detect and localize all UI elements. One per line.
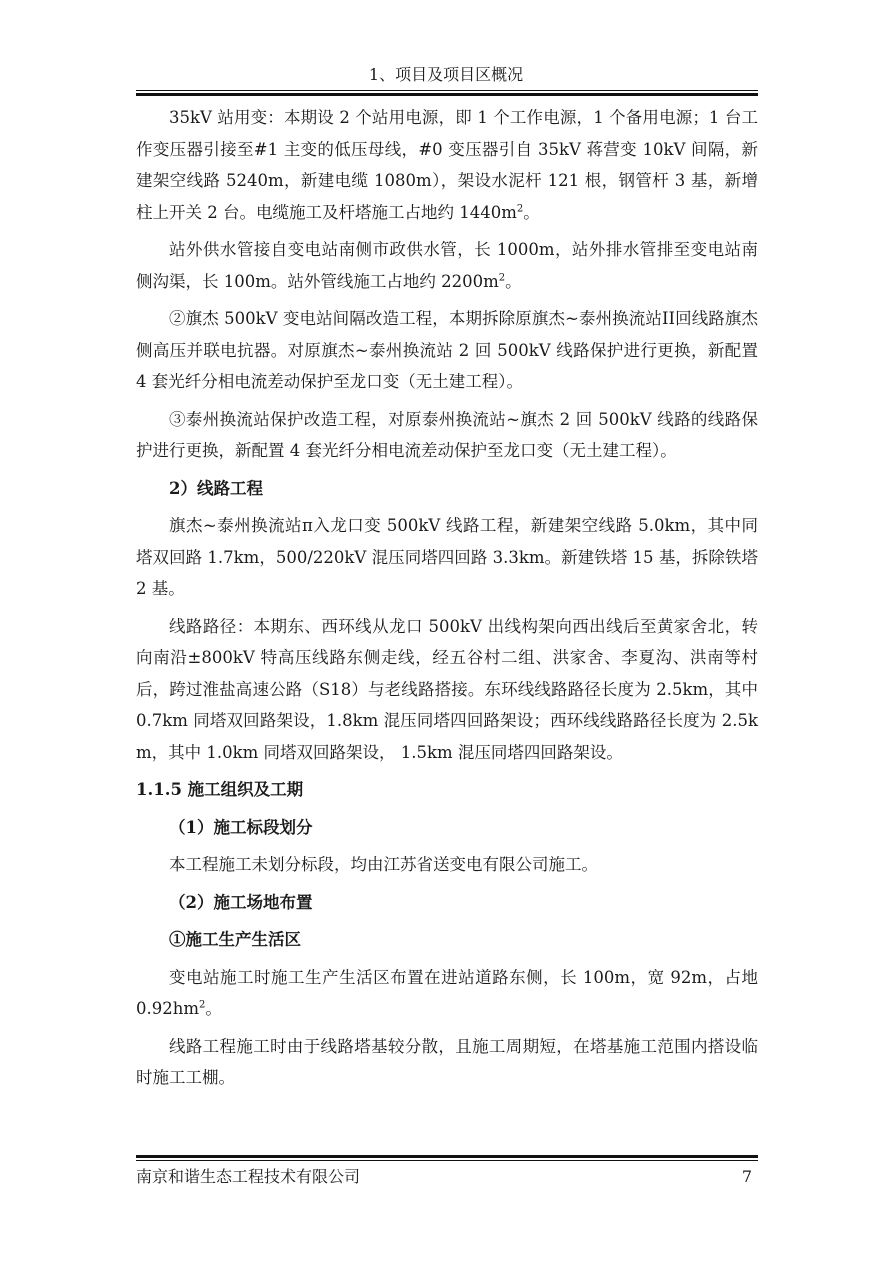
footer-rule-thin <box>136 1160 758 1161</box>
heading-section-division: （1）施工标段划分 <box>169 817 313 837</box>
header-rule-thin <box>136 90 758 91</box>
page-header-title: 1、项目及项目区概况 <box>368 65 524 84</box>
paragraph-water-supply: 站外供水管接自变电站南侧市政供水管，长 1000m，站外排水管排至变电站南侧沟渠，长 100m。站外管线施工占地约 $2200m^2$。 <box>136 240 758 291</box>
paragraph-station-transformer: 35kV 站用变：本期设 2 个站用电源，即 1 个工作电源，1 个备用电源；1 台工作变压器引接至#1 主变的低压母线，#0 变压器引自 35kV 蒋营变 10kV 间隔，新建架空线路 5240m，新建电缆 1080m），架设水泥杆 121 根，钢管杆 3 基，新增柱上开关 2 台。电缆施工及杆塔施工占地约 $1440m^2$。 <box>136 108 758 222</box>
heading-living-area: ①施工生产生活区 <box>169 930 301 949</box>
footer-page-number: 7 <box>741 1167 752 1186</box>
paragraph-section-division: 本工程施工未划分标段，均由江苏省送变电有限公司施工。 <box>169 855 598 874</box>
paragraph-qijie-substation: ②旗杰 500kV 变电站间隔改造工程，本期拆除原旗杰~泰州换流站II回线路旗杰侧高压并联电抗器。对原旗杰~泰州换流站 2 回 500kV 线路保护进行更换，新配置 4 套光纤分相电流差动保护至龙口变（无土建工程）。 <box>136 309 758 391</box>
paragraph-line-route: 线路路径：本期东、西环线从龙口 500kV 出线构架向西出线后至黄家舍北，转向南沿±800kV 特高压线路东侧走线，经五谷村二组、洪家舍、李夏沟、洪南等村后，跨过淮盐高速公路（S18）与老线路搭接。东环线线路路径长度为 2.5km，其中 0.7km 同塔双回路架设，1.8km 混压同塔四回路架设；西环线线路路径长度为 2.5km，其中 1.0km 同塔双回路架设， 1.5km 混压同塔四回路架设。 <box>136 616 758 762</box>
footer-company: 南京和谐生态工程技术有限公司 <box>136 1167 361 1186</box>
paragraph-taizhou-converter: ③泰州换流站保护改造工程，对原泰州换流站~旗杰 2 回 500kV 线路的线路保护进行更换，新配置 4 套光纤分相电流差动保护至龙口变（无土建工程）。 <box>136 409 758 460</box>
paragraph-line-project: 旗杰~泰州换流站π入龙口变 500kV 线路工程，新建架空线路 5.0km，其中同塔双回路 1.7km，500/220kV 混压同塔四回路 3.3km。新建铁塔 15 基，拆除铁塔 2 基。 <box>136 516 758 598</box>
header-rule-thick <box>136 93 758 96</box>
paragraph-living-area: 变电站施工时施工生产生活区布置在进站道路东侧，长 100m，宽 92m，占地 $0.92hm^2$。 <box>136 967 758 1018</box>
document-body <box>136 102 758 1100</box>
footer-rule-thick <box>136 1155 758 1158</box>
section-heading-construction: 1.1.5 施工组织及工期 <box>136 780 304 799</box>
paragraph-temporary-sheds: 线路工程施工时由于线路塔基较分散，且施工周期短，在塔基施工范围内搭设临时施工工棚。 <box>136 1036 758 1087</box>
heading-site-layout: （2）施工场地布置 <box>169 892 313 912</box>
heading-line-engineering: 2）线路工程 <box>169 478 263 498</box>
